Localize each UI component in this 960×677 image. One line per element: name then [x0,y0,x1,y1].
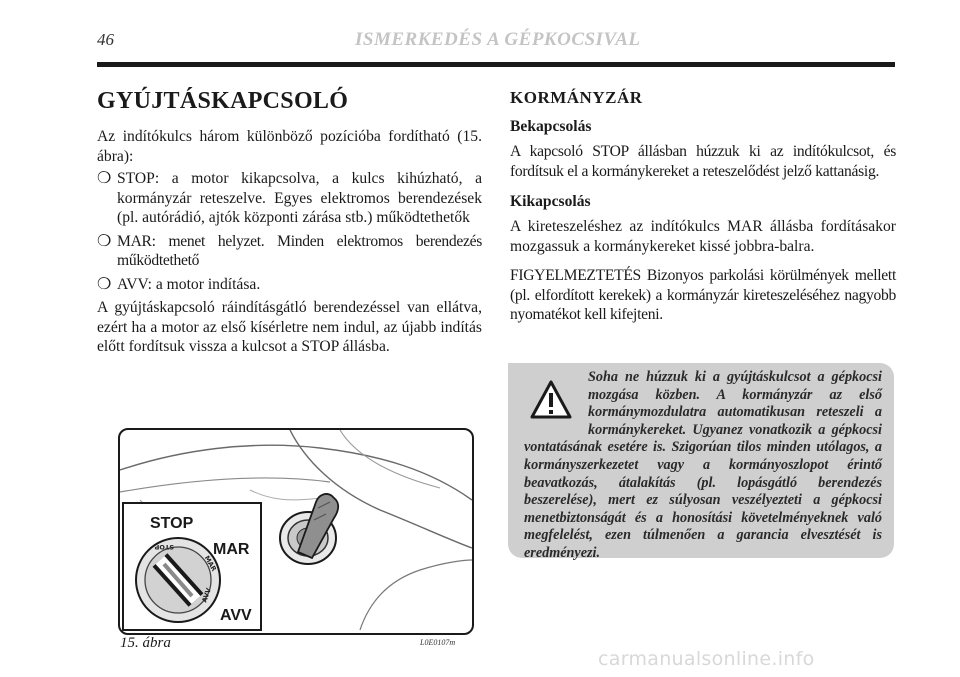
engage-paragraph: A kapcsoló STOP állásban húzzuk ki az indítókulcsot, és fordítsuk el a kormánykereket a reteszelődést jelző kattanásig. [510,143,896,180]
engage-heading: Bekapcsolás [510,118,592,135]
steering-lock-heading: KORMÁNYZÁR [510,88,643,107]
warning-box [508,363,894,561]
disengage-heading: Kikapcsolás [510,193,591,210]
figure-caption: 15. ábra [120,635,171,651]
bullet-mar [97,232,482,271]
caution-paragraph: FIGYELMEZTETÉS Bizonyos parkolási körülmények mellett (pl. elfordított kerekek) a kormányzár kireteszeléséhez nagyobb nyomatékot kell kifejteni. [510,267,896,323]
ignition-figure [118,428,474,635]
disengage-paragraph: A kireteszeléshez az indítókulcs MAR állásba fordításakor mozgassuk a kormánykereket kissé jobbra-balra. [510,218,896,255]
bullet-marker: ❍ [97,170,112,187]
warning-triangle-icon [530,379,572,421]
header-rule [97,62,895,67]
mar-position-label: MAR [213,541,250,558]
section-title: GYÚJTÁSKAPCSOLÓ [97,88,349,114]
dial-stop-label: STOP [154,543,174,551]
avv-position-label: AVV [220,607,252,624]
ignition-illustration [120,430,472,633]
left-column [97,88,482,360]
figure-code: L0E0107m [420,638,456,647]
closing-paragraph: A gyújtáskapcsoló ráindításgátló berendezéssel van ellátva, ezért ha a motor az első kísérletre nem indul, az újabb indítás előtt fordítsuk vissza a kulcsot a STOP állásba. [97,299,482,355]
bullet-stop-text: STOP: a motor kikapcsolva, a kulcs kihúzható, a kormányzár reteszelve. Egyes elektromos berendezések (pl. autórádió, ajtók központi zárása stb.) működtethetők [117,170,482,226]
intro-paragraph: Az indítókulcs három különböző pozícióba fordítható (15. ábra): [97,128,482,165]
watermark: carmanualsonline.info [598,648,815,670]
dial-avv-label: AVV [200,586,213,604]
bullet-marker: ❍ [97,232,112,250]
bullet-avv-text: AVV: a motor indítása. [117,275,261,293]
dial-mar-label: MAR [202,554,218,573]
bullet-mar-text: MAR: menet helyzet. Minden elektromos berendezés működtethető [117,232,482,269]
running-header: ISMERKEDÉS A GÉPKOCSIVAL [355,29,641,50]
right-column [510,88,896,337]
bullet-marker: ❍ [97,275,112,293]
page-number: 46 [97,30,114,49]
stop-position-label: STOP [150,515,194,532]
bullet-stop [97,169,482,228]
warning-text: Soha ne húzzuk ki a gyújtáskulcsot a gépkocsi mozgása közben. A kormányzár az első kormánymozdulatra automatikusan reteszeli a kormánykereket. Ugyanez vonatkozik a gépkocsi vontatásának esetére is. Szigorúan tilos minden utólagos, a kormányszerkezetet vagy a kormányoszlopot érintő beavatkozás, átalakítás (pl. lopásgátló berendezés beszerelése), mert ez súlyosan veszélyezteti a gépkocsi menetbiztonságát és a honosítási követelményeknek való megfelelést, ezen túlmenően a garancia elvesztését is eredményezi. [524,369,882,561]
bullet-avv [97,275,482,295]
